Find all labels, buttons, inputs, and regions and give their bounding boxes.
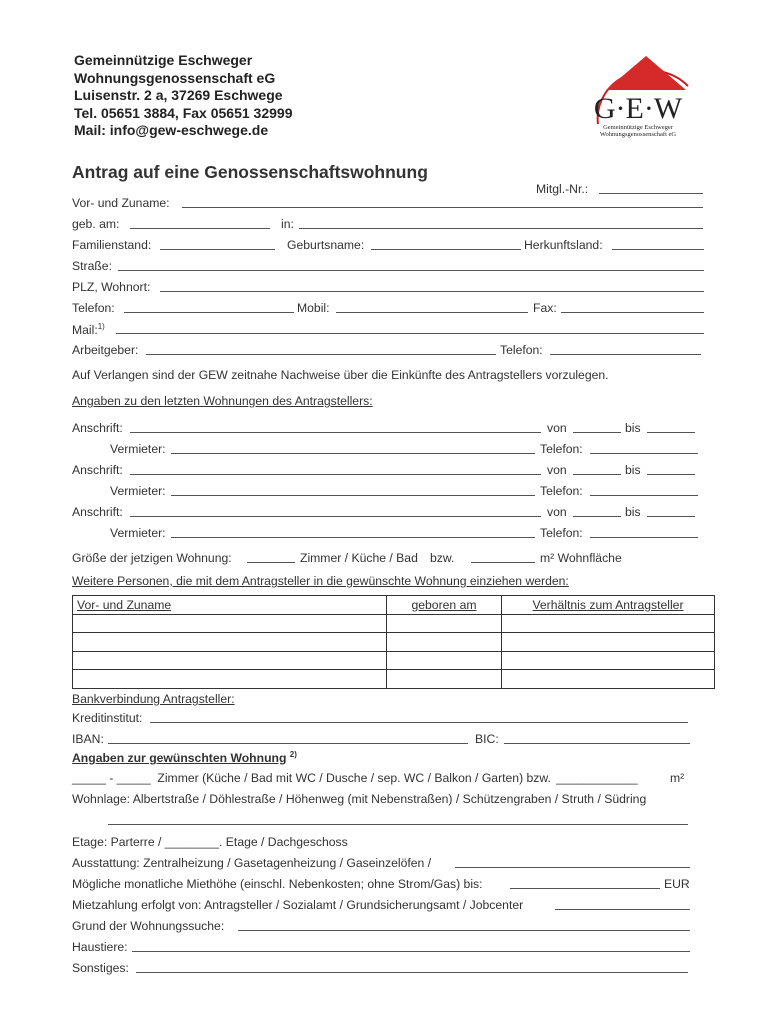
table-cell[interactable] (502, 651, 715, 670)
prev-telefon-label: Telefon: (540, 526, 583, 540)
grund-label: Grund der Wohnungssuche: (72, 919, 225, 933)
kreditinstitut-label: Kreditinstitut: (72, 711, 143, 725)
table-row (73, 670, 715, 689)
prev-bis-label: bis (625, 505, 641, 519)
iban-label: IBAN: (72, 732, 104, 746)
geburtsname-label: Geburtsname: (287, 238, 365, 252)
wish-heading (72, 750, 297, 765)
plz-field[interactable] (160, 291, 704, 292)
persons-header: Verhältnis zum Antragsteller (502, 596, 715, 615)
prev-bis-label: bis (625, 463, 641, 477)
mitgl-field[interactable] (599, 193, 703, 194)
ausstattung-field[interactable] (455, 867, 690, 868)
familienstand-field[interactable] (160, 249, 275, 250)
size-rooms-label: Zimmer / Küche / Bad (300, 551, 418, 565)
fax-field[interactable] (561, 312, 704, 313)
telefon2-label: Telefon: (500, 343, 543, 357)
prev-telefon-field[interactable] (590, 453, 698, 454)
name-field[interactable] (182, 207, 703, 208)
table-cell[interactable] (502, 633, 715, 652)
birthplace-field[interactable] (299, 228, 703, 229)
geburtsname-field[interactable] (371, 249, 521, 250)
prev-telefon-field[interactable] (590, 537, 698, 538)
prev-vermieter-field[interactable] (171, 537, 535, 538)
prev-von-field[interactable] (573, 432, 621, 433)
logo-subtext: Wohnungsgenossenschaft eG (599, 131, 677, 138)
prev-anschrift-field[interactable] (130, 432, 541, 433)
header-line: Gemeinnützige Eschweger (74, 52, 253, 68)
telefon-field[interactable] (124, 312, 294, 313)
persons-heading: Weitere Personen, die mit dem Antragsteller in die gewünschte Wohnung einziehen werden: (72, 574, 569, 588)
haustiere-label: Haustiere: (72, 940, 128, 954)
mail-label-text: Mail: (72, 323, 98, 338)
header-line: Tel. 05651 3884, Fax 05651 32999 (74, 104, 293, 121)
zahlung-label: Mietzahlung erfolgt von: Antragsteller / Sozialamt / Grundsicherungsamt / Jobcenter (72, 898, 524, 912)
prev-bis-field[interactable] (647, 516, 695, 517)
telefon-label: Telefon: (72, 301, 115, 315)
prev-anschrift-label: Anschrift: (72, 421, 123, 435)
prev-anschrift-field[interactable] (130, 474, 541, 475)
prev-vermieter-label: Vermieter: (110, 526, 166, 540)
plz-label: PLZ, Wohnort: (72, 280, 151, 294)
haustiere-field[interactable] (132, 951, 690, 952)
wish-rooms-count-field[interactable]: _____ - _____ (72, 771, 151, 785)
prev-bis-label: bis (625, 421, 641, 435)
wish-area-field[interactable]: ____________ (556, 771, 638, 785)
bank-heading: Bankverbindung Antragsteller: (72, 692, 235, 706)
header-line: Luisenstr. 2 a, 37269 Eschwege (74, 87, 283, 103)
prev-vermieter-label: Vermieter: (110, 442, 166, 456)
iban-field[interactable] (108, 743, 468, 744)
table-cell[interactable] (387, 614, 502, 633)
strasse-label: Straße: (72, 259, 112, 273)
wohnlage-field[interactable] (108, 824, 688, 825)
table-cell[interactable] (387, 651, 502, 670)
prev-anschrift-label: Anschrift: (72, 505, 123, 519)
size-label: Größe der jetzigen Wohnung: (72, 551, 232, 565)
familienstand-label: Familienstand: (72, 238, 152, 252)
arbeitgeber-field[interactable] (146, 354, 496, 355)
table-cell[interactable] (387, 670, 502, 689)
herkunftsland-field[interactable] (612, 249, 704, 250)
bic-field[interactable] (504, 743, 690, 744)
mail-field[interactable] (116, 333, 704, 334)
prev-anschrift-label: Anschrift: (72, 463, 123, 477)
footnote-marker: 2) (289, 750, 297, 759)
table-cell[interactable] (73, 670, 387, 689)
size-area-label: m² Wohnfläche (540, 551, 622, 565)
table-cell[interactable] (73, 633, 387, 652)
telefon2-field[interactable] (550, 354, 701, 355)
strasse-field[interactable] (118, 270, 704, 271)
sonstiges-field[interactable] (136, 972, 688, 973)
birthplace-label: in: (281, 217, 294, 231)
persons-header: Vor- und Zuname (73, 596, 387, 615)
fax-label: Fax: (533, 301, 557, 315)
etage-text: Etage: Parterre / ________. Etage / Dachgeschoss (72, 835, 348, 849)
size-rooms-field[interactable] (247, 562, 295, 563)
table-row (73, 614, 715, 633)
prev-von-label: von (547, 463, 567, 477)
prev-von-label: von (547, 505, 567, 519)
size-area-field[interactable] (471, 562, 535, 563)
wohnlage-text: Wohnlage: Albertstraße / Döhlestraße / Höhenweg (mit Nebenstraßen) / Schützengraben / Struth / Südring (72, 792, 647, 806)
kreditinstitut-field[interactable] (150, 722, 688, 723)
logo-subtext: Gemeinnützige Eschweger (603, 124, 673, 131)
birthdate-field[interactable] (130, 228, 270, 229)
prev-heading: Angaben zu den letzten Wohnungen des Antragstellers: (72, 394, 373, 408)
table-cell[interactable] (73, 614, 387, 633)
page-title: Antrag auf eine Genossenschaftswohnung (72, 162, 428, 182)
persons-header: geboren am (387, 596, 502, 615)
arbeitgeber-label: Arbeitgeber: (72, 343, 139, 357)
table-cell[interactable] (502, 614, 715, 633)
table-cell[interactable] (73, 651, 387, 670)
grund-field[interactable] (238, 930, 690, 931)
wish-heading-text: Angaben zur gewünschten Wohnung (72, 751, 287, 766)
mail-label (72, 322, 105, 337)
name-label: Vor- und Zuname: (72, 196, 170, 210)
prev-vermieter-field[interactable] (171, 453, 535, 454)
gew-logo (578, 46, 698, 146)
miete-label: Mögliche monatliche Miethöhe (einschl. Nebenkosten; ohne Strom/Gas) bis: (72, 877, 483, 891)
prev-von-label: von (547, 421, 567, 435)
footnote-marker: 1) (97, 322, 105, 331)
sonstiges-label: Sonstiges: (72, 961, 129, 975)
mitgl-label: Mitgl.-Nr.: (536, 182, 589, 196)
table-row (73, 633, 715, 652)
herkunftsland-label: Herkunftsland: (524, 238, 603, 252)
logo-text: G·E·W (593, 92, 683, 125)
wish-rooms-label: Zimmer (Küche / Bad mit WC / Dusche / sep. WC / Balkon / Garten) bzw. (157, 771, 551, 785)
prev-bis-field[interactable] (647, 432, 695, 433)
header-address (74, 52, 292, 140)
miete-field[interactable] (510, 888, 660, 889)
persons-table (72, 595, 715, 689)
prev-vermieter-label: Vermieter: (110, 484, 166, 498)
table-cell[interactable] (502, 670, 715, 689)
prev-vermieter-field[interactable] (171, 495, 535, 496)
prev-anschrift-field[interactable] (130, 516, 541, 517)
table-row (73, 651, 715, 670)
miete-unit: EUR (664, 877, 690, 891)
mobil-label: Mobil: (297, 301, 330, 315)
prev-telefon-label: Telefon: (540, 484, 583, 498)
prev-telefon-field[interactable] (590, 495, 698, 496)
income-note: Auf Verlangen sind der GEW zeitnahe Nachweise über die Einkünfte des Antragstellers vorzulegen. (72, 368, 609, 382)
birthdate-label: geb. am: (72, 217, 120, 231)
size-bzw-label: bzw. (430, 551, 455, 565)
bic-label: BIC: (475, 732, 499, 746)
mobil-field[interactable] (336, 312, 528, 313)
wish-area-unit: m² (670, 771, 685, 785)
header-line: Wohnungsgenossenschaft eG (74, 69, 276, 86)
prev-von-field[interactable] (573, 474, 621, 475)
header-line: Mail: info@gew-eschwege.de (74, 122, 269, 138)
ausstattung-label: Ausstattung: Zentralheizung / Gasetagenheizung / Gaseinzelöfen / (72, 856, 432, 870)
table-cell[interactable] (387, 633, 502, 652)
zahlung-field[interactable] (555, 909, 690, 910)
prev-von-field[interactable] (573, 516, 621, 517)
prev-telefon-label: Telefon: (540, 442, 583, 456)
prev-bis-field[interactable] (647, 474, 695, 475)
wish-rooms-row (72, 771, 638, 785)
